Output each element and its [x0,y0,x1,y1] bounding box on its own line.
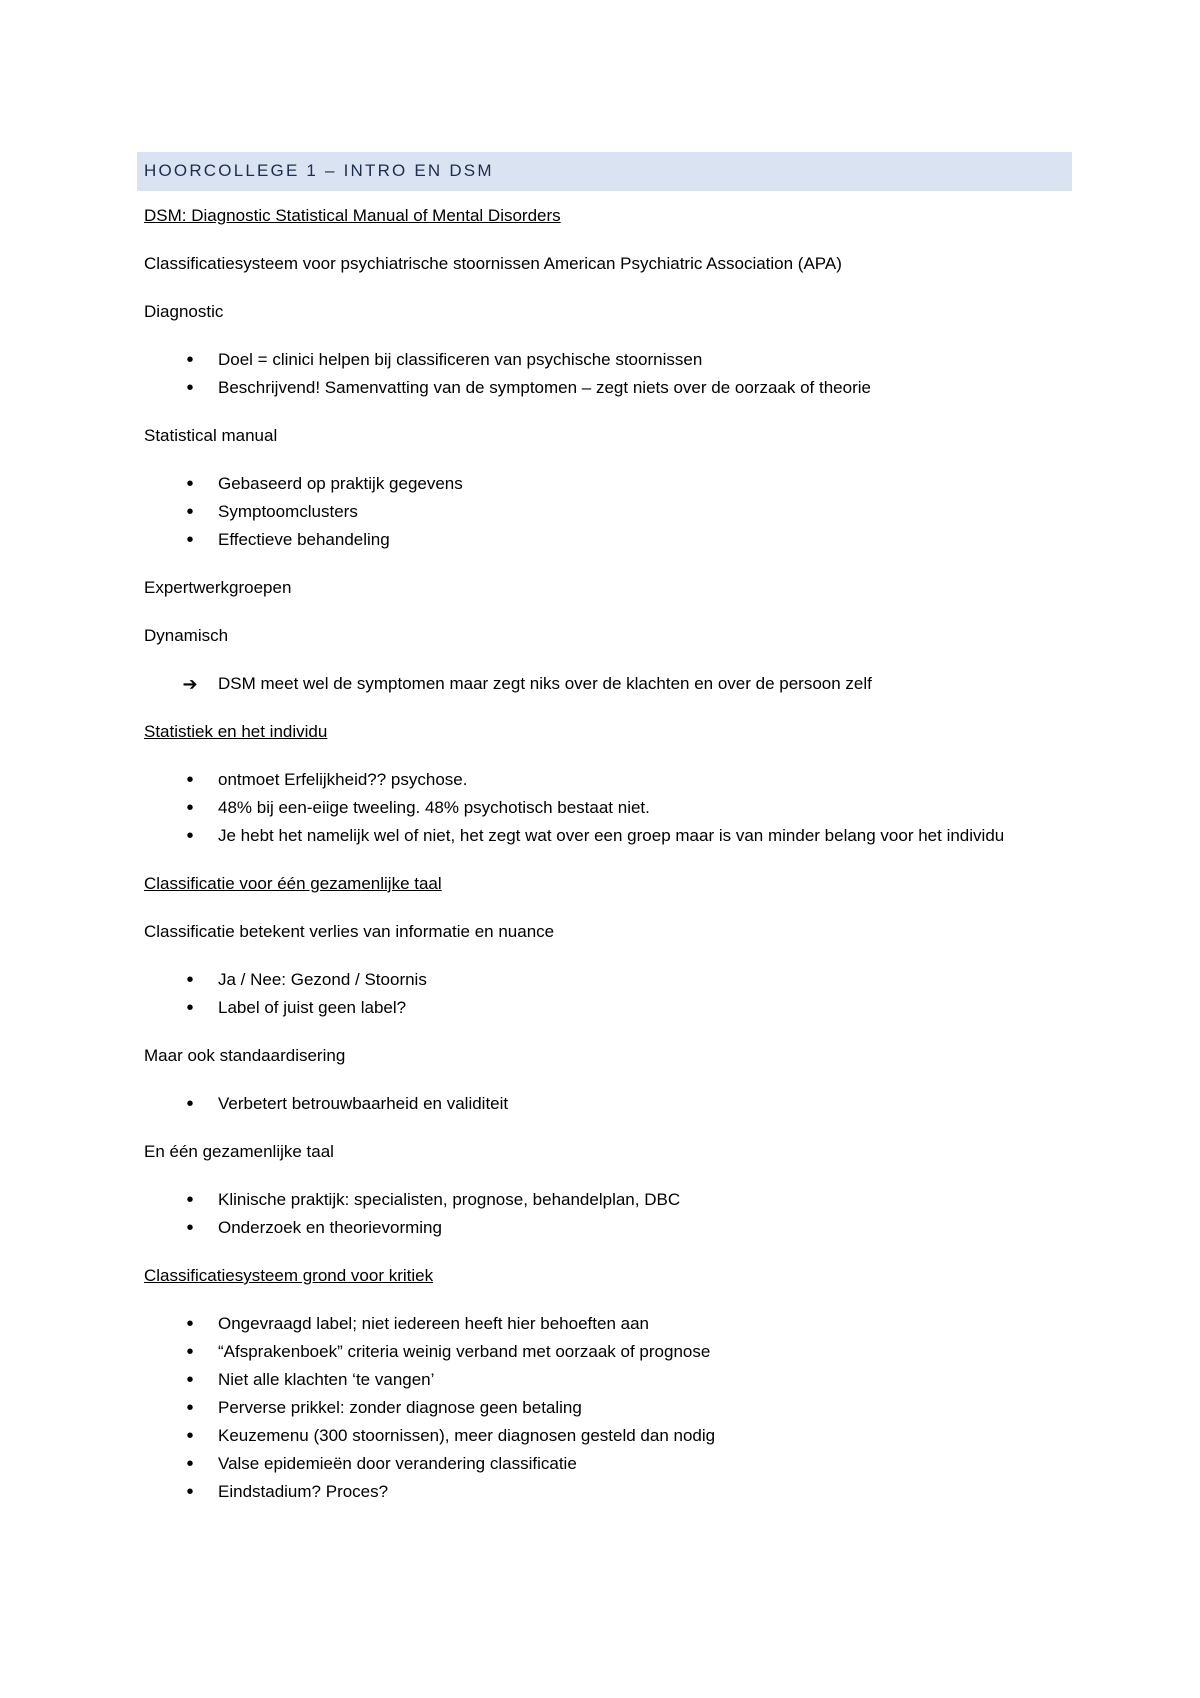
list-item [137,498,1072,526]
list-item [137,1478,1072,1506]
list-item-text: Keuzemenu (300 stoornissen), meer diagnosen gesteld dan nodig [218,1426,716,1445]
bullet-icon: • [186,1397,194,1419]
standard-list [137,1090,1072,1118]
list-item-text: Verbetert betrouwbaarheid en validiteit [218,1094,509,1113]
list-item-text: ontmoet Erfelijkheid?? psychose. [218,770,468,789]
arrow-right-icon: ➔ [182,674,198,694]
list-item [137,966,1072,994]
section-heading: HOORCOLLEGE 1 – INTRO EN DSM [137,152,1072,191]
list-item-text: Valse epidemieën door verandering classificatie [218,1454,577,1473]
list-item-text: “Afsprakenboek” criteria weinig verband met oorzaak of prognose [218,1342,711,1361]
standard-label: Maar ook standaardisering [144,1046,346,1065]
common-language-title: Classificatie voor één gezamenlijke taal [144,874,442,893]
one-language-label: En één gezamenlijke taal [144,1142,334,1161]
list-item-text: Ongevraagd label; niet iedereen heeft hier behoeften aan [218,1314,649,1333]
stat-individual-list [137,766,1072,850]
dsm-title: DSM: Diagnostic Statistical Manual of Mental Disorders [144,206,561,225]
bullet-icon: • [186,825,194,847]
diagnostic-label: Diagnostic [144,302,224,321]
list-item [137,994,1072,1022]
list-item [137,470,1072,498]
list-item [137,1450,1072,1478]
bullet-icon: • [186,769,194,791]
bullet-icon: • [186,969,194,991]
statistical-list [137,470,1072,554]
list-item-text: DSM meet wel de symptomen maar zegt niks over de klachten en over de persoon zelf [218,674,872,693]
common-language-list [137,966,1072,1022]
critique-title: Classificatiesysteem grond voor kritiek [144,1266,434,1285]
list-item [137,1186,1072,1214]
list-item [137,346,1072,374]
list-item [137,670,1072,698]
list-item-text: Symptoomclusters [218,502,358,521]
bullet-icon: • [186,1425,194,1447]
list-item-text: Ja / Nee: Gezond / Stoornis [218,970,427,989]
one-language-list [137,1186,1072,1242]
list-item [137,822,1072,850]
bullet-icon: • [186,1369,194,1391]
bullet-icon: • [186,501,194,523]
list-item-text: Beschrijvend! Samenvatting van de symptomen – zegt niets over de oorzaak of theorie [218,378,871,397]
list-item-text: 48% bij een-eiige tweeling. 48% psychotisch bestaat niet. [218,798,650,817]
list-item-text: Eindstadium? Proces? [218,1482,389,1501]
list-item-text: Effectieve behandeling [218,530,390,549]
list-item [137,374,1072,402]
list-item [137,1310,1072,1338]
list-item [137,1338,1072,1366]
list-item [137,1422,1072,1450]
bullet-icon: • [186,1189,194,1211]
expert-label: Expertwerkgroepen [144,578,292,597]
list-item-text: Klinische praktijk: specialisten, prognose, behandelplan, DBC [218,1190,681,1209]
list-item-text: Perverse prikkel: zonder diagnose geen betaling [218,1398,582,1417]
common-language-intro: Classificatie betekent verlies van informatie en nuance [144,922,555,941]
bullet-icon: • [186,473,194,495]
list-item [137,1214,1072,1242]
dynamic-list [137,670,1072,698]
stat-individual-title: Statistiek en het individu [144,722,328,741]
dynamic-label: Dynamisch [144,626,229,645]
bullet-icon: • [186,1453,194,1475]
list-item [137,526,1072,554]
list-item [137,766,1072,794]
list-item-text: Label of juist geen label? [218,998,407,1017]
bullet-icon: • [186,529,194,551]
critique-list [137,1310,1072,1506]
bullet-icon: • [186,997,194,1019]
list-item [137,794,1072,822]
list-item [137,1366,1072,1394]
list-item-text: Je hebt het namelijk wel of niet, het zegt wat over een groep maar is van minder belang voor het individu [218,826,1005,845]
statistical-label: Statistical manual [144,426,278,445]
list-item-text: Doel = clinici helpen bij classificeren van psychische stoornissen [218,350,703,369]
bullet-icon: • [186,1093,194,1115]
bullet-icon: • [186,1313,194,1335]
diagnostic-list [137,346,1072,402]
list-item-text: Gebaseerd op praktijk gegevens [218,474,463,493]
list-item-text: Niet alle klachten ‘te vangen’ [218,1370,435,1389]
list-item [137,1394,1072,1422]
document-content [137,152,1072,1506]
bullet-icon: • [186,349,194,371]
bullet-icon: • [186,1217,194,1239]
bullet-icon: • [186,797,194,819]
list-item [137,1090,1072,1118]
list-item-text: Onderzoek en theorievorming [218,1218,442,1237]
bullet-icon: • [186,377,194,399]
bullet-icon: • [186,1341,194,1363]
classification-line: Classificatiesysteem voor psychiatrische stoornissen American Psychiatric Association (APA) [144,254,842,273]
bullet-icon: • [186,1481,194,1503]
